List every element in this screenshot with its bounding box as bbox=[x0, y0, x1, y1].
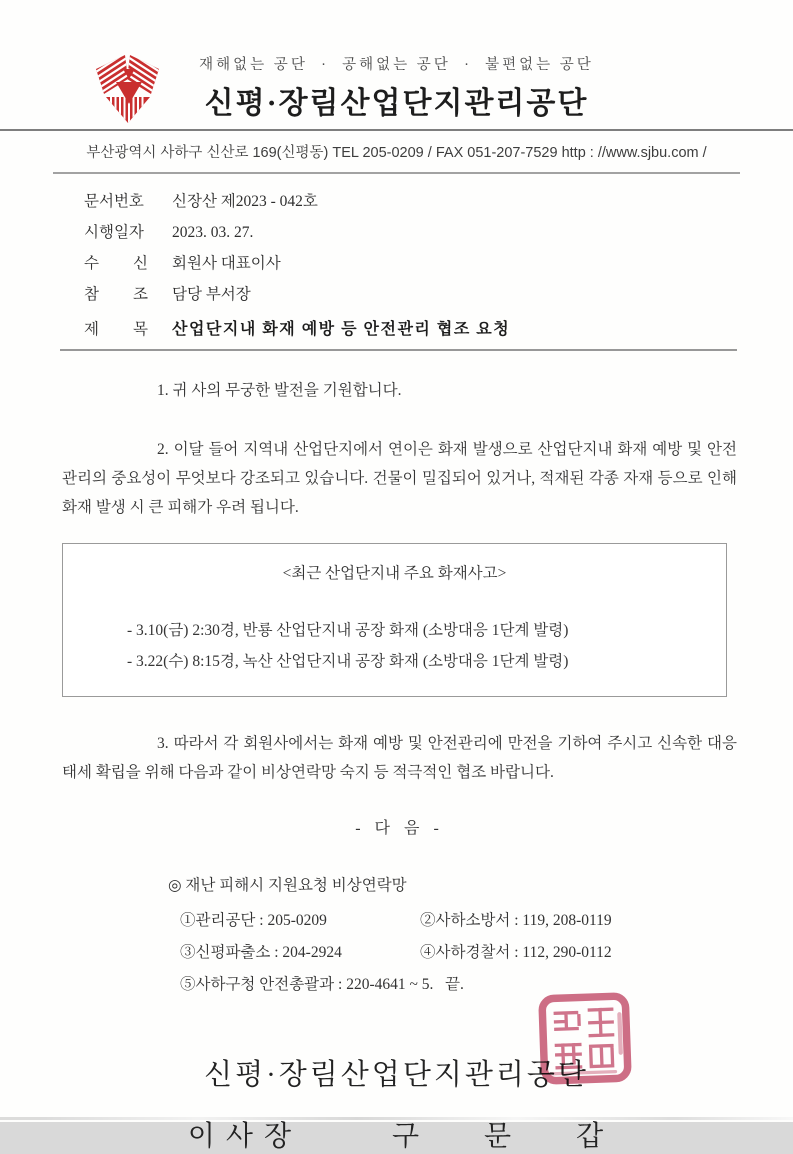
meta-row-doc-number bbox=[84, 189, 793, 211]
list-item: - 3.22(수) 8:15경, 녹산 산업단지내 공장 화재 (소방대응 1단계 발령) bbox=[127, 653, 569, 670]
contact-item: ③신평파출소 : 204-2924 bbox=[180, 944, 342, 961]
org-address-line: 부산광역시 사하구 신산로 169(신평동) TEL 205-0209 / FAX 051-207-7529 http : //www.sjbu.com / bbox=[86, 145, 707, 161]
fire-incidents-box bbox=[62, 543, 727, 697]
signature-org-name: 신평·장림산업단지관리공단 bbox=[204, 1059, 589, 1091]
meta-rule bbox=[60, 349, 737, 351]
contact-item: ⑤사하구청 안전총괄과 : 220-4641 ~ 5. 끝. bbox=[180, 976, 464, 993]
official-seal-stamp bbox=[534, 990, 635, 1087]
document-subject: 산업단지내 화재 예방 등 안전관리 협조 요청 bbox=[172, 321, 511, 338]
header-rule-bottom bbox=[53, 172, 740, 174]
meta-label: 시행일자 bbox=[84, 224, 144, 241]
header-rule-top bbox=[0, 129, 793, 131]
fire-incidents-box-title: <최근 산업단지내 주요 화재사고> bbox=[282, 565, 507, 582]
contact-row bbox=[180, 974, 737, 996]
paragraph-background: 2. 이달 들어 지역내 산업단지에서 연이은 화재 발생으로 산업단지내 화재 예방 및 안전관리의 중요성이 무엇보다 강조되고 있습니다. 건물이 밀집되어 있거나, 적재된 각종 자재 등으로 인해 화재 발생 시 큰 피해가 우려 됩니다. bbox=[62, 441, 737, 516]
meta-row-recipient bbox=[84, 251, 793, 273]
contact-item: ①관리공단 : 205-0209 bbox=[180, 912, 327, 929]
org-name-title: 신평·장림산업단지관리공단 bbox=[204, 87, 589, 120]
meta-label: 제 목 bbox=[84, 321, 148, 338]
meta-value: 2023. 03. 27. bbox=[172, 224, 254, 241]
paragraph-request: 3. 따라서 각 회원사에서는 화재 예방 및 안전관리에 만전을 기하여 주시고 신속한 대응태세 확립을 위해 다음과 같이 비상연락망 숙지 등 적극적인 협조 바랍니다. bbox=[62, 735, 737, 781]
letterhead bbox=[0, 0, 793, 174]
contact-item: ②사하소방서 : 119, 208-0119 bbox=[420, 912, 612, 929]
meta-label: 문서번호 bbox=[84, 193, 144, 210]
meta-label: 참 조 bbox=[84, 286, 148, 303]
fire-incidents-list bbox=[71, 615, 718, 677]
meta-value: 담당 부서장 bbox=[172, 286, 251, 303]
emergency-contacts bbox=[62, 871, 737, 996]
contact-row bbox=[180, 910, 737, 932]
org-emblem-icon bbox=[93, 52, 165, 126]
meta-value: 회원사 대표이사 bbox=[172, 255, 281, 272]
meta-row-date bbox=[84, 220, 793, 242]
paragraph-greeting: 1. 귀 사의 무궁한 발전을 기원합니다. bbox=[157, 382, 402, 399]
signature-chairman-name: 이 사 장 구 문 갑 bbox=[187, 1121, 606, 1152]
contacts-heading: ◎ 재난 피해시 지원요청 비상연락망 bbox=[168, 877, 407, 894]
contact-item: ④사하경찰서 : 112, 290-0112 bbox=[420, 944, 612, 961]
document-body bbox=[62, 376, 737, 996]
meta-row-subject bbox=[84, 316, 793, 339]
document-meta bbox=[84, 189, 793, 339]
scan-artifact-line bbox=[0, 1117, 793, 1120]
meta-row-cc bbox=[84, 282, 793, 304]
meta-label: 수 신 bbox=[84, 255, 148, 272]
contact-row bbox=[180, 942, 737, 964]
daum-separator: - 다 음 - bbox=[355, 820, 444, 837]
signature-block bbox=[0, 1052, 793, 1154]
list-item: - 3.10(금) 2:30경, 반룡 산업단지내 공장 화재 (소방대응 1단계 발령) bbox=[127, 622, 569, 639]
meta-value: 신장산 제2023 - 042호 bbox=[172, 193, 318, 210]
org-slogan: 재해없는 공단 · 공해없는 공단 · 불편없는 공단 bbox=[199, 57, 594, 73]
